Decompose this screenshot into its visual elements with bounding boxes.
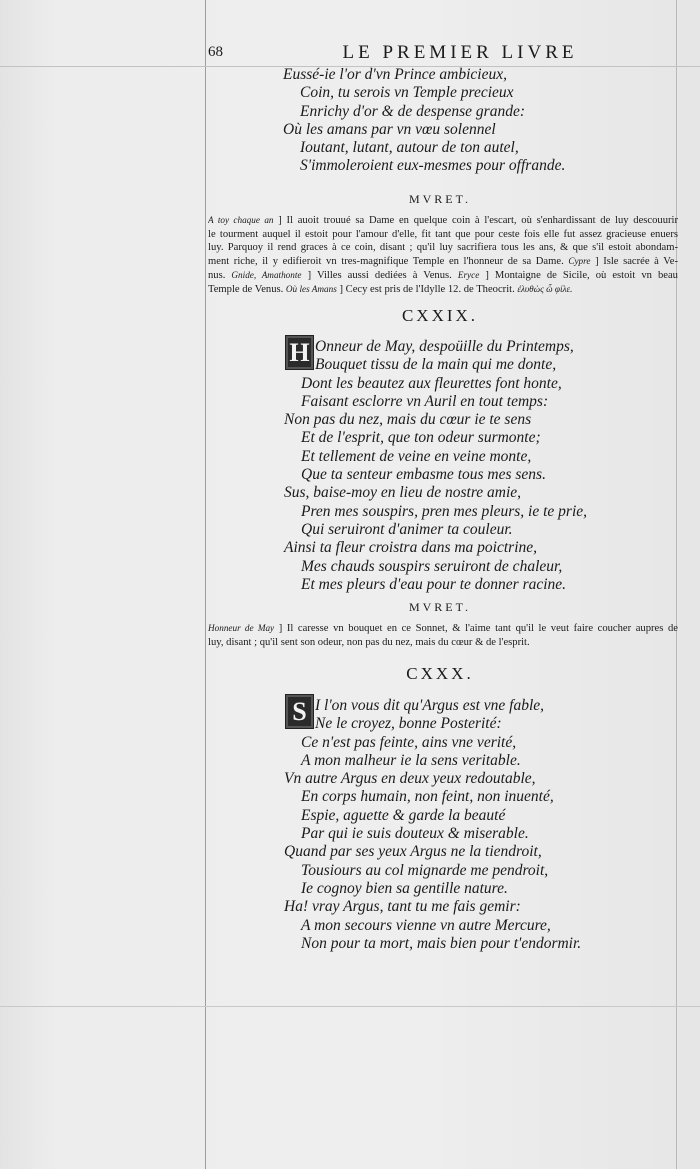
muret-heading: MVRET. — [408, 600, 472, 614]
verse-line: Dont les beautez aux fleurettes font honte, — [301, 374, 562, 392]
page-header — [205, 42, 675, 64]
right-margin-rule — [676, 0, 677, 1169]
dropcap-initial: S — [285, 694, 314, 729]
verse-line: Ie cognoy bien sa gentille nature. — [301, 879, 508, 897]
verse-line: Non pour ta mort, mais bien pour t'endormir. — [301, 934, 582, 952]
verse-line: Où les amans par vn vœu solennel — [283, 120, 496, 138]
verse-line: Ha! vray Argus, tant tu me fais gemir: — [284, 898, 521, 916]
top-verse — [283, 66, 565, 176]
verse-line: Ioutant, lutant, autour de ton autel, — [300, 139, 519, 157]
lemma: Cypre — [568, 256, 591, 267]
commentary-line: le tourment auquel il estoit pour l'amour d'elle, fit tant que pour ceste fois elle fut assez gracieuse enuers — [208, 228, 678, 240]
lemma: A toy chaque an — [208, 215, 274, 225]
verse-line: Mes chauds souspirs seruiront de chaleur, — [301, 557, 563, 575]
verse-line: Bouquet tissu de la main qui me donte, — [315, 356, 557, 374]
verse-line: Et tellement de veine en veine monte, — [301, 447, 532, 465]
lemma: Honneur de May — [208, 623, 275, 633]
page-number: 68 — [208, 44, 223, 60]
verse-line: Pren mes souspirs, pren mes pleurs, ie te prie, — [301, 502, 588, 520]
verse-line: En corps humain, non feint, non inuenté, — [301, 788, 554, 806]
verse-line: A mon malheur ie la sens veritable. — [301, 751, 521, 769]
verse-line: Vn autre Argus en deux yeux redoutable, — [284, 770, 536, 788]
footer-rule — [0, 1006, 700, 1007]
sonnet-number: CXXX. — [406, 664, 474, 683]
verse-line: Par qui ie suis douteux & miserable. — [301, 825, 529, 843]
verse-line: Ne le croyez, bonne Posterité: — [315, 715, 502, 733]
verse-line: Onneur de May, despoüille du Printemps, — [315, 338, 574, 355]
greek-quote: ἐλυθὼς ὦ φίλε. — [517, 283, 573, 294]
verse-line: Eussé-ie l'or d'vn Prince ambicieux, — [283, 66, 507, 83]
verse-line: Que ta senteur embasme tous mes sens. — [301, 466, 546, 484]
left-margin-rule — [205, 0, 206, 1169]
verse-line: Faisant esclorre vn Auril en tout temps: — [301, 392, 549, 410]
verse-line: Espie, aguette & garde la beauté — [301, 806, 506, 824]
running-title: LE PREMIER LIVRE — [342, 42, 578, 63]
commentary-line: Temple de Venus. Où les Amans ] Cecy est pris de l'Idylle 12. de Theocrit. ἐλυθὼς ὦ φίλε. — [208, 283, 573, 295]
verse-line: A mon secours vienne vn autre Mercure, — [301, 916, 551, 934]
muret-commentary — [208, 214, 678, 296]
verse-line: Ce n'est pas feinte, ains vne verité, — [301, 733, 517, 751]
verse-line: S'immoleroient eux-mesmes pour offrande. — [300, 157, 566, 175]
commentary-line: luy. Parquoy il rend graces à ce coin, disant ; qu'il luy sacrifiera tous les ans, & que s'il estoit abondam- — [208, 242, 678, 254]
commentary-line: ment riche, il y edifieroit vn tres-magnifique Temple en l'honneur de sa Dame. Cypre ] Isle sacrée à Ve- — [208, 256, 678, 268]
verse-line: I l'on vous dit qu'Argus est vne fable, — [315, 697, 545, 714]
lemma: Où les Amans — [285, 283, 337, 294]
verse-line: Et mes pleurs d'eau pour te donner racine. — [301, 575, 567, 593]
verse-line: Tousiours au col mignarde me pendroit, — [301, 861, 549, 879]
verse-line: Qui seruiront d'animer ta couleur. — [301, 520, 513, 538]
muret-commentary — [208, 622, 678, 649]
sonnet-cxxix — [284, 338, 587, 594]
lemma: Gnide, Amathonte — [231, 269, 302, 280]
dropcap-initial: H — [285, 335, 314, 370]
sonnet-number: CXXIX. — [401, 306, 479, 325]
verse-line: Enrichy d'or & de despense grande: — [300, 102, 525, 120]
verse-line: Non pas du nez, mais du cœur ie te sens — [284, 411, 532, 429]
verse-line: Quand par ses yeux Argus ne la tiendroit, — [284, 843, 542, 861]
lemma: Eryce — [457, 269, 480, 280]
muret-heading: MVRET. — [408, 192, 472, 206]
verse-line: Et de l'esprit, que ton odeur surmonte; — [301, 429, 541, 447]
commentary-line: nus. Gnide, Amathonte ] Villes aussi dediées à Venus. Eryce ] Montaigne de Sicile, où estoit vn beau — [208, 269, 678, 281]
verse-line: Coin, tu serois vn Temple precieux — [300, 84, 514, 102]
verse-line: Sus, baise-moy en lieu de nostre amie, — [284, 484, 522, 502]
commentary-line: Honneur de May ] Il caresse vn bouquet en ce Sonnet, & l'aime tant qu'il le veut faire coucher aupres de — [208, 623, 678, 634]
sonnet-cxxx — [284, 697, 581, 953]
commentary-line: luy, disant ; qu'il sent son odeur, non pas du nez, mais du cœur & de l'esprit. — [208, 636, 530, 648]
verse-line: Ainsi ta fleur croistra dans ma poictrine, — [284, 539, 538, 557]
commentary-line: A toy chaque an ] Il auoit trouué sa Dame en quelque coin à l'escart, où s'enhardissant de luy descouurir — [208, 215, 678, 226]
